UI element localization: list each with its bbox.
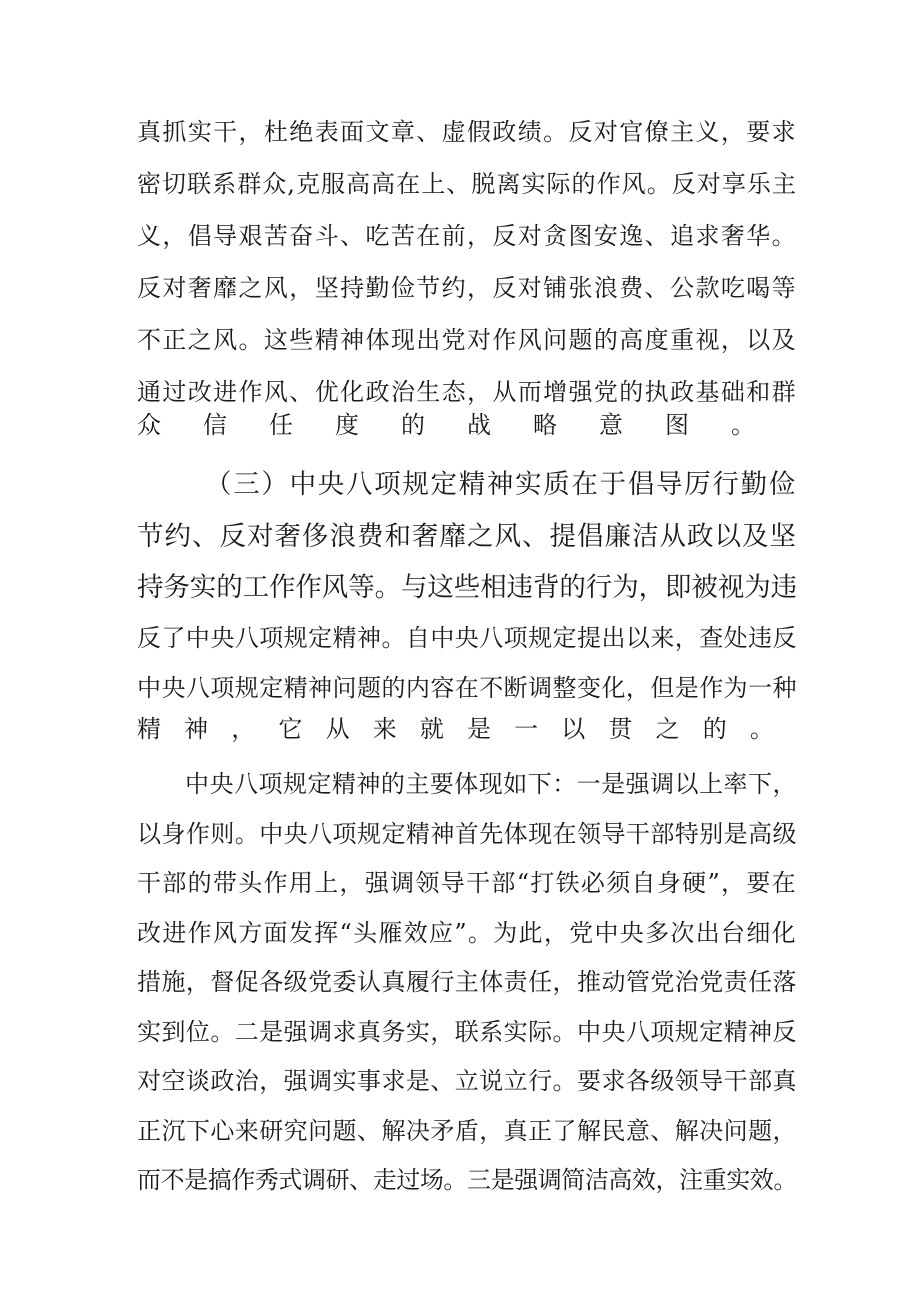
section-heading-line-6: 精神，它从来就是一以贯之的。 — [137, 715, 797, 743]
section-heading-line-2: 节约、反对奢侈浪费和奢靡之风、提倡廉洁从政以及坚 — [137, 521, 797, 552]
paragraph-2-line-6: 实到位。二是强调求真务实，联系实际。中央八项规定精神反 — [137, 1018, 797, 1046]
paragraph-1-line-1: 真抓实干，杜绝表面文章、虚假政绩。反对官僚主义，要求 — [137, 118, 797, 146]
paragraph-2-line-2: 以身作则。中央八项规定精神首先体现在领导干部特别是高级 — [137, 820, 797, 848]
paragraph-1-line-7: 众信任度的战略意图。 — [137, 411, 797, 439]
paragraph-1-line-5: 不正之风。这些精神体现出党对作风问题的高度重视，以及 — [137, 326, 797, 354]
paragraph-1-line-4: 反对奢靡之风，坚持勤俭节约，反对铺张浪费、公款吃喝等 — [137, 274, 797, 302]
paragraph-2-line-7: 对空谈政治，强调实事求是、立说立行。要求各级领导干部真 — [137, 1067, 797, 1095]
paragraph-2-line-5: 措施，督促各级党委认真履行主体责任，推动管党治党责任落 — [137, 968, 797, 996]
paragraph-2-line-3: 干部的带头作用上，强调领导干部“打铁必须自身硬”，要在 — [137, 869, 797, 897]
paragraph-1-line-2: 密切联系群众,克服高高在上、脱离实际的作风。反对享乐主 — [137, 170, 797, 198]
paragraph-2-line-8: 正沉下心来研究问题、解决矛盾，真正了解民意、解决问题， — [137, 1117, 797, 1145]
section-heading-line-4: 反了中央八项规定精神。自中央八项规定提出以来，查处违反 — [137, 624, 797, 652]
paragraph-1-line-6: 通过改进作风、优化政治生态，从而增强党的执政基础和群 — [137, 378, 797, 406]
paragraph-2-line-9: 而不是搞作秀式调研、走过场。三是强调简洁高效，注重实效。 — [137, 1166, 797, 1194]
paragraph-1-line-3: 义，倡导艰苦奋斗、吃苦在前，反对贪图安逸、追求奢华。 — [137, 222, 797, 250]
section-heading-line-1: （三）中央八项规定精神实质在于倡导厉行勤俭 — [205, 469, 797, 500]
section-heading-line-3: 持务实的工作作风等。与这些相违背的行为，即被视为违 — [137, 572, 797, 603]
paragraph-2-line-4: 改进作风方面发挥“头雁效应”。为此，党中央多次出台细化 — [137, 919, 797, 947]
paragraph-2-line-1: 中央八项规定精神的主要体现如下：一是强调以上率下， — [185, 770, 797, 798]
section-heading-line-5: 中央八项规定精神问题的内容在不断调整变化，但是作为一种 — [137, 674, 797, 702]
